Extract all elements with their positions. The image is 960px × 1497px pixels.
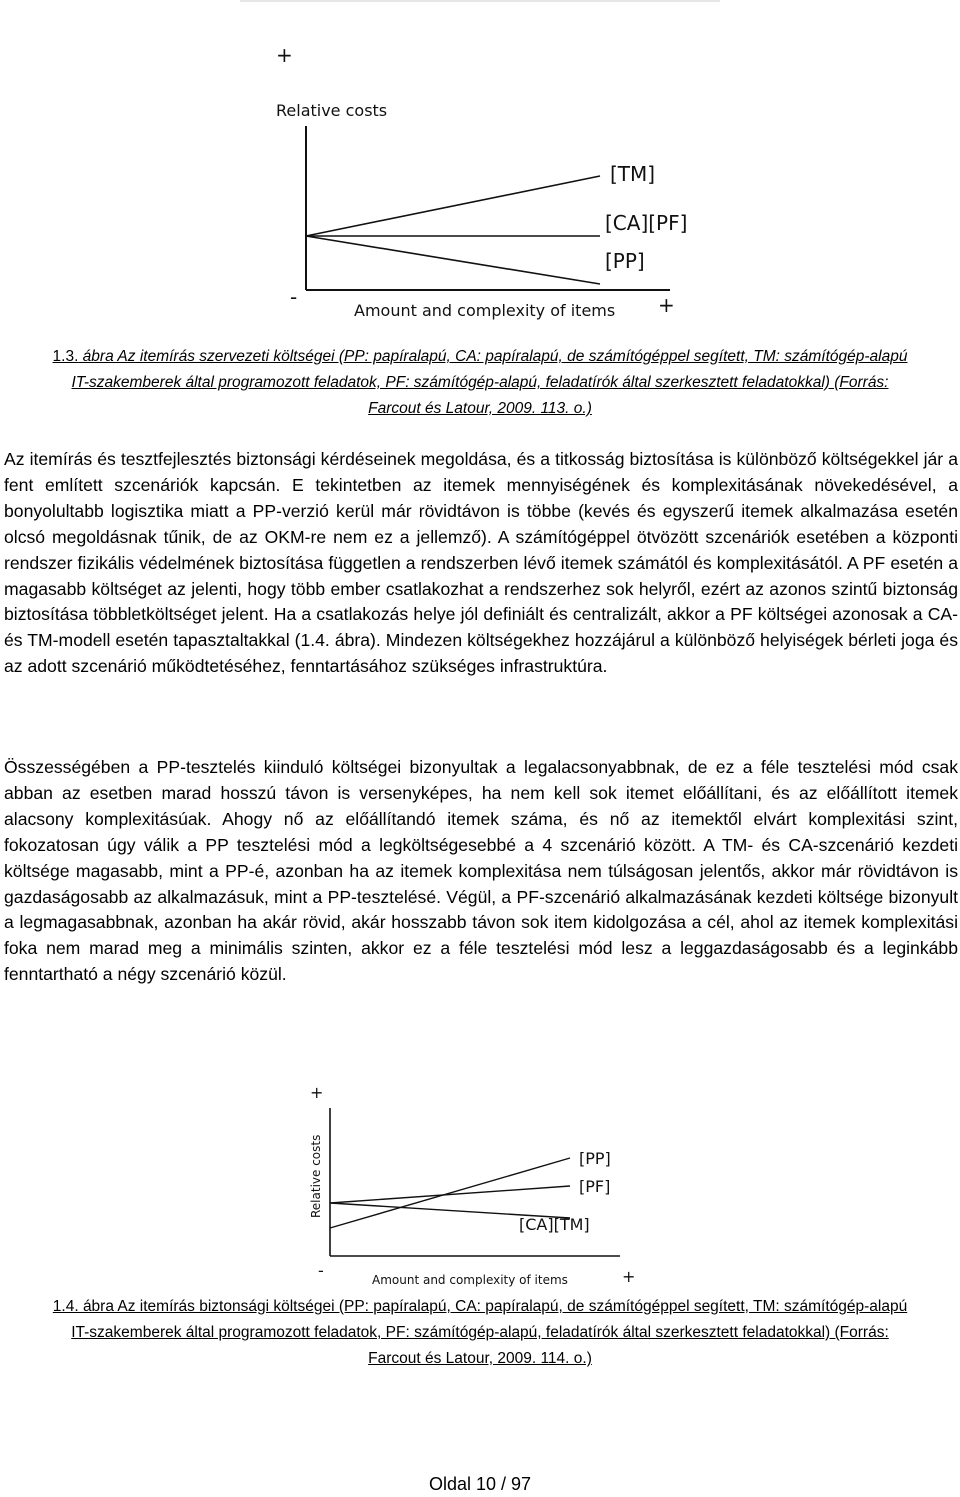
- x-axis-label: Amount and complexity of items: [354, 301, 616, 320]
- figure-1-caption: [0, 344, 960, 422]
- figure-2-caption: [0, 1294, 960, 1372]
- figure-2-security-costs: [300, 1078, 650, 1290]
- pp-line-label: [PP]: [579, 1149, 611, 1168]
- y-axis-label: Relative costs: [309, 1134, 323, 1218]
- x-axis-minus-sign: -: [318, 1261, 324, 1280]
- caption-2-line-2: IT-szakemberek által programozott feladatok, PF: számítógép-alapú, feladatírók által szerkesztett feladatokkal) (Forrás:: [71, 1324, 889, 1341]
- pp-cost-line: [306, 236, 600, 284]
- tm-cost-line: [306, 176, 600, 236]
- y-axis-plus-sign: +: [310, 1083, 324, 1102]
- ca-tm-line-label: [CA][TM]: [519, 1215, 590, 1234]
- caption-1-line-1: ábra Az itemírás szervezeti költségei (PP: papíralapú, CA: papíralapú, de számítógéppel segített, TM: számítógép-alapú: [78, 348, 908, 365]
- tm-line-label: [TM]: [610, 162, 656, 186]
- x-axis-label: Amount and complexity of items: [372, 1273, 568, 1287]
- top-rule: [240, 0, 720, 2]
- paragraph-security-costs: Az itemírás és tesztfejlesztés biztonsági kérdéseinek megoldása, és a titkosság biztosítása is különböző költségekkel jár a fent említett szcenáriók kapcsán. E tekintetben az itemek mennyiségének és komplexitásának növekedésével, a bonyolultabb logisztika miatt a PP-verzió kerül már rövidtávon is többe (kevés és egyszerű itemek alkalmazása esetén olcsó megoldásnak tűnik, de az OKM-re nem ez a jellemző). A számítógéppel ötvözött szcenáriók esetében a központi rendszer fizikális védelmének biztosítása független a rendszerben lévő itemek számától és komplexitásától. A PF esetén a magasabb költséget az jelenti, hogy több ember csatlakozhat a rendszerhez sok helyről, ezért az azonos szintű biztonság biztosítása többletköltséget jelent. Ha a csatlakozás helye jól definiált és centralizált, akkor a PF költségei azonosak a CA- és TM-modell esetén tapasztaltakkal (1.4. ábra). Mindezen költségekhez hozzájárul a különböző helyiségek bérleti joga és az adott szcenárió működtetéséhez, fenntartásához szükséges infrastruktúra.: [4, 449, 958, 677]
- y-axis-plus-sign: +: [276, 43, 293, 67]
- page-number: Oldal 10 / 97: [428, 1474, 532, 1494]
- ca-pf-line-label: [CA][PF]: [605, 211, 688, 235]
- caption-2-line-3: Farcout és Latour, 2009. 114. o.): [368, 1350, 592, 1367]
- x-axis-minus-sign: -: [290, 285, 298, 309]
- x-axis-plus-sign: +: [658, 293, 675, 317]
- x-axis-plus-sign: +: [622, 1267, 636, 1286]
- y-axis-label: Relative costs: [276, 101, 388, 120]
- caption-1-number: 1.3.: [52, 348, 79, 365]
- caption-1-line-3: Farcout és Latour, 2009. 113. o.): [368, 400, 592, 417]
- figure-1-organizational-costs: [270, 36, 700, 326]
- paragraph-summary: Összességében a PP-tesztelés kiinduló költségei bizonyultak a legalacsonyabbnak, de ez a féle tesztelési mód csak abban az esetben marad hosszú távon is versenyképes, ha nem kell sok itemet előállítani, és az előállított itemek alacsony komplexitásúak. Ahogy nő az előállítandó itemek száma, és nő az itemektől elvárt komplexitási szint, fokozatosan úgy válik a PP tesztelési mód a legköltségesebbé a 4 szcenárió között. A TM- és CA-szcenárió kezdeti költsége magasabb, mint a PP-é, azonban ha az itemek komplexitása nem túlságosan jelentős, akkor már rövidtávon is gazdaságosabb az alkalmazásuk, mint a PP-tesztelésé. Végül, a PF-szcenárió alkalmazásának kezdeti költsége bizonyult a legmagasabbnak, azonban ha akár rövid, akár hosszabb távon sok item kidolgozása a cél, ahol az itemek komplexitási foka nem marad meg a minimális szinten, akkor ez a féle tesztelési mód lesz a leggazdaságosabb és a leginkább fenntartható a négy szcenárió közül.: [4, 757, 958, 985]
- pp-line-label: [PP]: [605, 249, 645, 273]
- caption-2-line-1: 1.4. ábra Az itemírás biztonsági költségei (PP: papíralapú, CA: papíralapú, de számítógéppel segített, TM: számítógép-alapú: [52, 1298, 908, 1315]
- pf-line-label: [PF]: [579, 1177, 611, 1196]
- caption-1-line-2: IT-szakemberek által programozott feladatok, PF: számítógép-alapú, feladatírók által szerkesztett feladatokkal) (Forrás:: [71, 374, 889, 391]
- pf-cost-line: [330, 1186, 570, 1203]
